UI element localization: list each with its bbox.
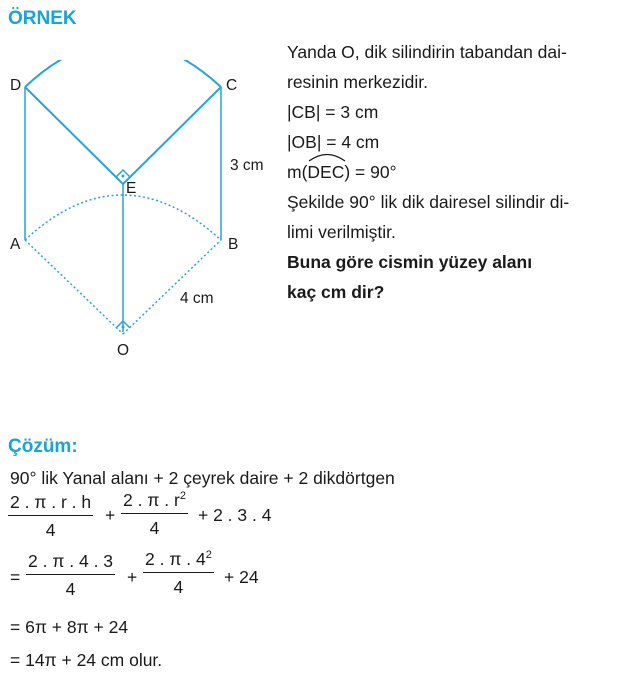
- f4-base: 2 . π . 4: [145, 549, 206, 569]
- problem-line-7: limi verilmiştir.: [287, 222, 396, 242]
- edge-ob: [123, 240, 221, 334]
- solution-line-4: = 6π + 8π + 24: [10, 617, 129, 637]
- problem-line-6: Şekilde 90° lik dik dairesel silindir di-: [287, 192, 570, 212]
- arc-notation: [307, 157, 344, 187]
- fraction-lateral-den: 4: [45, 520, 56, 540]
- fraction-quarter-circle: [121, 490, 188, 539]
- fraction-quarter-values-num: [143, 549, 214, 573]
- fraction-lateral-values-num: 2 . π . 4 . 3: [26, 551, 115, 575]
- arc-name: DEC: [307, 162, 345, 182]
- label-d: D: [10, 77, 22, 94]
- fraction-lateral-values-den: 4: [65, 579, 76, 599]
- label-a: A: [10, 236, 21, 253]
- question-line-1: Buna göre cismin yüzey alanı: [287, 252, 533, 272]
- fraction-quarter-circle-den: 4: [149, 518, 160, 538]
- f2-exp: 2: [179, 490, 186, 503]
- solution-heading: Çözüm:: [8, 436, 78, 457]
- problem-line-5: [287, 157, 622, 187]
- edge-de: [25, 87, 123, 184]
- angle-prefix: m(: [287, 162, 308, 182]
- right-angle-o-dot: [122, 326, 125, 329]
- problem-line-2: resinin merkezidir.: [287, 72, 429, 92]
- tail-1: + 2 . 3 . 4: [198, 505, 272, 525]
- label-ob-length: 4 cm: [180, 290, 214, 307]
- example-heading: ÖRNEK: [8, 8, 77, 29]
- label-e: E: [126, 180, 137, 197]
- question-line-2: kaç cm dir?: [287, 282, 385, 302]
- problem-line-1: Yanda O, dik silindirin tabandan dai-: [287, 42, 567, 62]
- arc-symbol: [307, 152, 347, 162]
- edge-ao: [25, 240, 123, 334]
- right-angle-e-dot: [122, 175, 125, 178]
- fraction-lateral-values: [26, 551, 115, 600]
- label-c: C: [226, 77, 238, 94]
- label-o: O: [117, 342, 130, 359]
- f4-exp: 2: [205, 549, 212, 562]
- problem-line-3: |CB| = 3 cm: [287, 102, 379, 122]
- angle-suffix: ) = 90°: [344, 162, 397, 182]
- f2-base: 2 . π . r: [123, 490, 180, 510]
- solution-line-1: 90° lik Yanal alanı + 2 çeyrek daire + 2 dikdörtgen: [10, 468, 395, 488]
- label-cb-length: 3 cm: [230, 157, 264, 174]
- fraction-lateral: [8, 492, 93, 541]
- solution-line-5: = 14π + 24 cm olur.: [10, 650, 163, 670]
- fraction-quarter-circle-num: [121, 490, 188, 514]
- cylinder-slice-figure: [0, 60, 280, 370]
- fraction-lateral-num: 2 . π . r . h: [8, 492, 93, 516]
- label-b: B: [228, 236, 239, 253]
- equals-sign: =: [10, 567, 21, 587]
- edge-ec: [123, 87, 221, 184]
- fraction-quarter-values-den: 4: [173, 577, 184, 597]
- problem-text: [287, 37, 622, 307]
- plus-1: +: [105, 505, 116, 525]
- fraction-quarter-values: [143, 549, 214, 598]
- plus-2: +: [127, 567, 138, 587]
- top-arc: [25, 60, 221, 87]
- tail-2: + 24: [224, 567, 259, 587]
- problem-line-4: |OB| = 4 cm: [287, 132, 380, 152]
